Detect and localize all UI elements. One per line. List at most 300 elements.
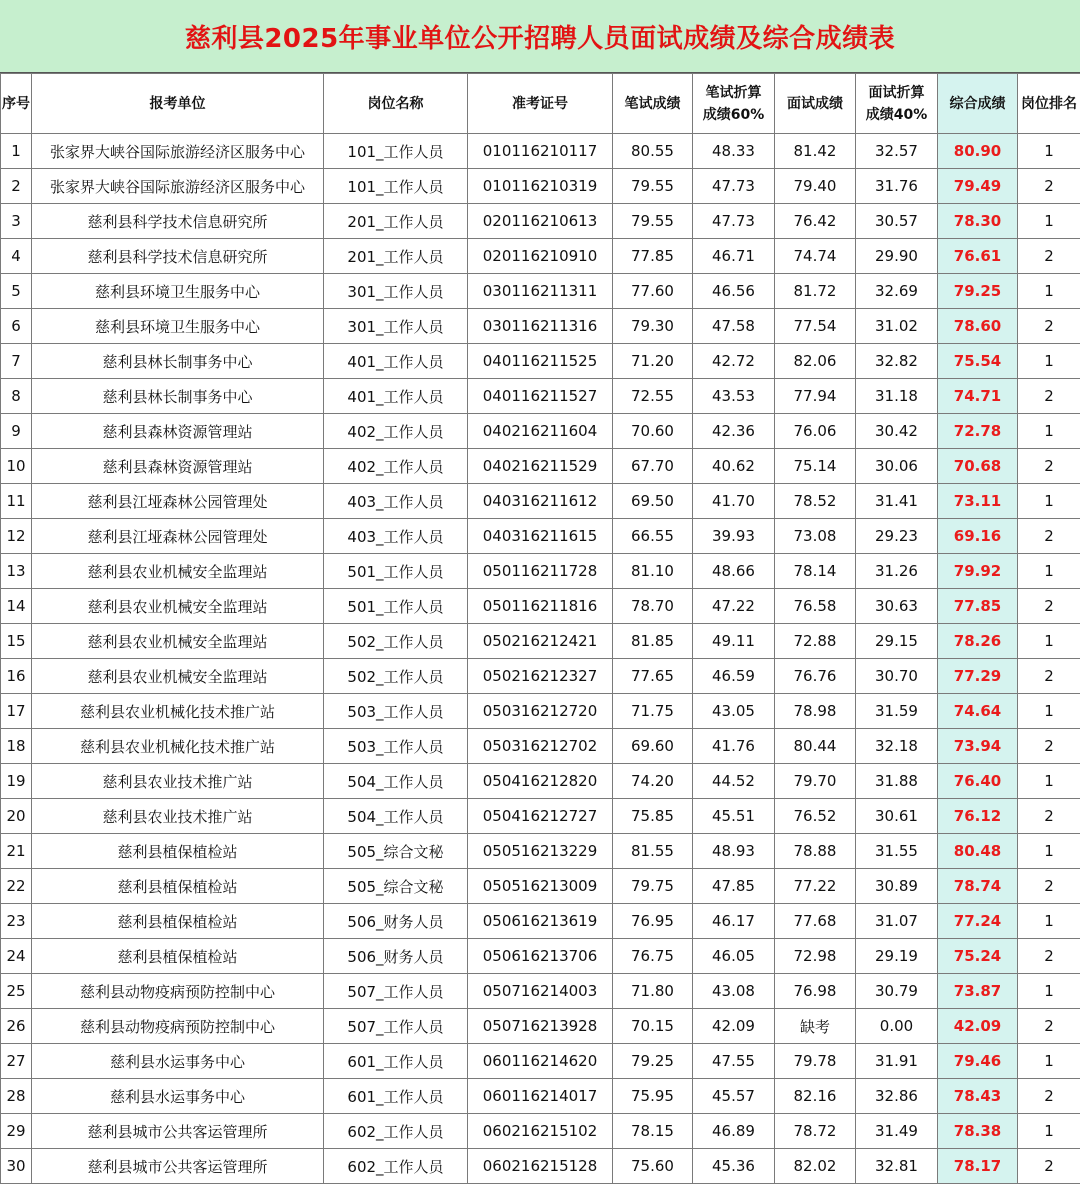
cell-interview40: 30.57 [856,204,938,239]
cell-position: 601_工作人员 [324,1044,468,1079]
cell-interview40: 29.23 [856,519,938,554]
cell-written: 81.55 [613,834,693,869]
cell-position: 501_工作人员 [324,589,468,624]
header-interview40-line1: 面试折算 [869,85,925,101]
cell-position: 601_工作人员 [324,1079,468,1114]
cell-interview40: 31.88 [856,764,938,799]
cell-total: 78.60 [938,309,1018,344]
cell-position: 502_工作人员 [324,659,468,694]
cell-interview: 74.74 [775,239,856,274]
cell-total: 77.24 [938,904,1018,939]
cell-interview40: 29.90 [856,239,938,274]
cell-written60: 40.62 [693,449,775,484]
title-bar [0,0,1080,73]
cell-position: 506_财务人员 [324,904,468,939]
cell-position: 504_工作人员 [324,764,468,799]
table-row [1,1149,1080,1184]
cell-interview40: 31.59 [856,694,938,729]
table-row [1,694,1080,729]
cell-position: 506_财务人员 [324,939,468,974]
cell-written60: 41.76 [693,729,775,764]
cell-total: 79.92 [938,554,1018,589]
cell-written60: 48.33 [693,134,775,169]
cell-rank: 1 [1018,694,1080,729]
cell-unit: 慈利县农业技术推广站 [32,764,324,799]
cell-interview40: 30.79 [856,974,938,1009]
cell-interview40: 31.49 [856,1114,938,1149]
cell-unit: 慈利县植保植检站 [32,869,324,904]
cell-seq: 19 [1,764,32,799]
cell-written60: 45.51 [693,799,775,834]
cell-written: 66.55 [613,519,693,554]
cell-interview: 76.52 [775,799,856,834]
cell-exam-no: 050216212327 [468,659,613,694]
cell-exam-no: 050116211728 [468,554,613,589]
cell-position: 401_工作人员 [324,344,468,379]
cell-interview40: 29.15 [856,624,938,659]
cell-total: 78.74 [938,869,1018,904]
cell-exam-no: 050416212727 [468,799,613,834]
cell-rank: 1 [1018,834,1080,869]
cell-interview: 82.06 [775,344,856,379]
cell-unit: 张家界大峡谷国际旅游经济区服务中心 [32,169,324,204]
cell-unit: 慈利县植保植检站 [32,939,324,974]
cell-total: 79.49 [938,169,1018,204]
cell-exam-no: 030116211316 [468,309,613,344]
cell-interview: 81.42 [775,134,856,169]
cell-seq: 15 [1,624,32,659]
cell-position: 503_工作人员 [324,694,468,729]
cell-total: 78.43 [938,1079,1018,1114]
cell-written60: 48.93 [693,834,775,869]
cell-position: 504_工作人员 [324,799,468,834]
header-written60 [693,74,775,134]
cell-interview: 缺考 [775,1009,856,1044]
cell-total: 74.71 [938,379,1018,414]
cell-position: 301_工作人员 [324,274,468,309]
cell-total: 75.24 [938,939,1018,974]
cell-interview: 81.72 [775,274,856,309]
cell-written: 80.55 [613,134,693,169]
cell-seq: 30 [1,1149,32,1184]
cell-total: 76.61 [938,239,1018,274]
table-row [1,974,1080,1009]
header-rank: 岗位排名 [1018,74,1080,134]
cell-unit: 慈利县城市公共客运管理所 [32,1114,324,1149]
cell-exam-no: 040116211525 [468,344,613,379]
cell-seq: 24 [1,939,32,974]
cell-total: 76.12 [938,799,1018,834]
cell-rank: 2 [1018,1079,1080,1114]
cell-position: 507_工作人员 [324,974,468,1009]
cell-unit: 慈利县农业技术推广站 [32,799,324,834]
cell-unit: 慈利县环境卫生服务中心 [32,309,324,344]
table-row [1,309,1080,344]
cell-rank: 1 [1018,554,1080,589]
table-row [1,904,1080,939]
table-row [1,169,1080,204]
cell-rank: 2 [1018,449,1080,484]
table-row [1,414,1080,449]
cell-written: 70.15 [613,1009,693,1044]
cell-interview40: 30.06 [856,449,938,484]
cell-written: 79.75 [613,869,693,904]
cell-written: 71.20 [613,344,693,379]
cell-interview40: 29.19 [856,939,938,974]
cell-position: 402_工作人员 [324,449,468,484]
cell-exam-no: 050316212720 [468,694,613,729]
cell-exam-no: 010116210117 [468,134,613,169]
cell-exam-no: 050516213009 [468,869,613,904]
cell-interview40: 31.26 [856,554,938,589]
table-row [1,869,1080,904]
cell-position: 505_综合文秘 [324,869,468,904]
header-interview40-line2: 成绩40% [866,107,928,123]
table-row [1,624,1080,659]
cell-written60: 47.55 [693,1044,775,1079]
cell-exam-no: 030116211311 [468,274,613,309]
cell-unit: 慈利县农业机械安全监理站 [32,659,324,694]
cell-total: 73.94 [938,729,1018,764]
cell-seq: 16 [1,659,32,694]
cell-interview40: 30.63 [856,589,938,624]
cell-rank: 2 [1018,869,1080,904]
cell-seq: 18 [1,729,32,764]
cell-written60: 47.85 [693,869,775,904]
table-row [1,484,1080,519]
cell-seq: 11 [1,484,32,519]
cell-interview: 82.02 [775,1149,856,1184]
cell-exam-no: 040316211612 [468,484,613,519]
cell-exam-no: 060216215102 [468,1114,613,1149]
cell-written: 77.85 [613,239,693,274]
table-row [1,764,1080,799]
cell-total: 72.78 [938,414,1018,449]
cell-seq: 20 [1,799,32,834]
cell-interview40: 32.57 [856,134,938,169]
cell-unit: 慈利县林长制事务中心 [32,379,324,414]
cell-interview40: 0.00 [856,1009,938,1044]
cell-rank: 1 [1018,904,1080,939]
cell-unit: 慈利县植保植检站 [32,834,324,869]
cell-rank: 2 [1018,659,1080,694]
cell-exam-no: 050616213706 [468,939,613,974]
cell-written60: 47.58 [693,309,775,344]
cell-interview: 76.76 [775,659,856,694]
cell-written: 72.55 [613,379,693,414]
table-row [1,834,1080,869]
cell-seq: 25 [1,974,32,1009]
cell-written60: 45.36 [693,1149,775,1184]
cell-unit: 慈利县江垭森林公园管理处 [32,519,324,554]
cell-written: 71.80 [613,974,693,1009]
table-row [1,204,1080,239]
cell-written: 69.50 [613,484,693,519]
header-row [1,74,1080,134]
cell-total: 73.11 [938,484,1018,519]
cell-interview40: 32.86 [856,1079,938,1114]
cell-seq: 9 [1,414,32,449]
cell-exam-no: 050716214003 [468,974,613,1009]
cell-unit: 慈利县森林资源管理站 [32,414,324,449]
cell-interview: 76.98 [775,974,856,1009]
cell-interview: 80.44 [775,729,856,764]
cell-interview: 72.98 [775,939,856,974]
cell-unit: 慈利县农业机械安全监理站 [32,624,324,659]
cell-seq: 21 [1,834,32,869]
cell-total: 75.54 [938,344,1018,379]
cell-interview40: 31.76 [856,169,938,204]
cell-rank: 1 [1018,974,1080,1009]
cell-interview40: 32.18 [856,729,938,764]
cell-exam-no: 040116211527 [468,379,613,414]
table-row [1,659,1080,694]
cell-interview: 78.88 [775,834,856,869]
cell-unit: 慈利县动物疫病预防控制中心 [32,974,324,1009]
cell-rank: 1 [1018,204,1080,239]
cell-unit: 张家界大峡谷国际旅游经济区服务中心 [32,134,324,169]
cell-position: 403_工作人员 [324,484,468,519]
cell-written60: 46.71 [693,239,775,274]
cell-unit: 慈利县动物疫病预防控制中心 [32,1009,324,1044]
cell-exam-no: 050716213928 [468,1009,613,1044]
cell-total: 70.68 [938,449,1018,484]
cell-written60: 43.05 [693,694,775,729]
cell-rank: 1 [1018,1114,1080,1149]
cell-total: 80.90 [938,134,1018,169]
cell-exam-no: 050516213229 [468,834,613,869]
score-table [0,73,1080,1184]
cell-exam-no: 040316211615 [468,519,613,554]
cell-total: 42.09 [938,1009,1018,1044]
cell-position: 101_工作人员 [324,169,468,204]
cell-unit: 慈利县环境卫生服务中心 [32,274,324,309]
cell-exam-no: 060116214620 [468,1044,613,1079]
cell-interview: 72.88 [775,624,856,659]
cell-seq: 1 [1,134,32,169]
cell-written60: 42.72 [693,344,775,379]
cell-rank: 2 [1018,309,1080,344]
cell-written: 81.85 [613,624,693,659]
cell-position: 602_工作人员 [324,1114,468,1149]
cell-interview: 78.52 [775,484,856,519]
cell-written: 75.95 [613,1079,693,1114]
cell-total: 69.16 [938,519,1018,554]
cell-written: 76.75 [613,939,693,974]
cell-unit: 慈利县城市公共客运管理所 [32,1149,324,1184]
cell-seq: 14 [1,589,32,624]
cell-rank: 2 [1018,169,1080,204]
cell-interview: 77.54 [775,309,856,344]
cell-interview: 78.72 [775,1114,856,1149]
cell-interview40: 31.41 [856,484,938,519]
cell-written60: 39.93 [693,519,775,554]
cell-rank: 2 [1018,589,1080,624]
cell-written: 77.60 [613,274,693,309]
cell-seq: 6 [1,309,32,344]
cell-written60: 46.89 [693,1114,775,1149]
cell-written60: 46.17 [693,904,775,939]
header-written60-line1: 笔试折算 [706,85,762,101]
cell-position: 201_工作人员 [324,204,468,239]
cell-exam-no: 050116211816 [468,589,613,624]
cell-rank: 2 [1018,939,1080,974]
cell-rank: 1 [1018,134,1080,169]
cell-rank: 1 [1018,1044,1080,1079]
cell-total: 77.29 [938,659,1018,694]
cell-position: 201_工作人员 [324,239,468,274]
cell-seq: 3 [1,204,32,239]
cell-written60: 45.57 [693,1079,775,1114]
cell-seq: 22 [1,869,32,904]
table-row [1,344,1080,379]
cell-total: 74.64 [938,694,1018,729]
cell-rank: 1 [1018,484,1080,519]
table-row [1,589,1080,624]
cell-written: 71.75 [613,694,693,729]
cell-written: 67.70 [613,449,693,484]
cell-written: 75.60 [613,1149,693,1184]
cell-written60: 47.73 [693,204,775,239]
cell-total: 78.38 [938,1114,1018,1149]
cell-written60: 42.09 [693,1009,775,1044]
cell-seq: 23 [1,904,32,939]
cell-rank: 1 [1018,344,1080,379]
table-body [1,134,1080,1184]
cell-exam-no: 020116210910 [468,239,613,274]
cell-written60: 47.73 [693,169,775,204]
cell-exam-no: 060116214017 [468,1079,613,1114]
cell-seq: 26 [1,1009,32,1044]
cell-unit: 慈利县水运事务中心 [32,1044,324,1079]
cell-unit: 慈利县林长制事务中心 [32,344,324,379]
cell-position: 502_工作人员 [324,624,468,659]
header-interview40 [856,74,938,134]
cell-written: 79.55 [613,169,693,204]
header-written60-line2: 成绩60% [703,107,765,123]
cell-unit: 慈利县水运事务中心 [32,1079,324,1114]
cell-rank: 1 [1018,764,1080,799]
cell-position: 505_综合文秘 [324,834,468,869]
cell-interview40: 31.91 [856,1044,938,1079]
table-row [1,729,1080,764]
cell-seq: 8 [1,379,32,414]
cell-rank: 2 [1018,729,1080,764]
cell-seq: 10 [1,449,32,484]
table-row [1,1114,1080,1149]
cell-rank: 2 [1018,799,1080,834]
header-seq: 序号 [1,74,32,134]
cell-written: 78.70 [613,589,693,624]
cell-total: 79.46 [938,1044,1018,1079]
cell-exam-no: 060216215128 [468,1149,613,1184]
cell-seq: 4 [1,239,32,274]
cell-written: 74.20 [613,764,693,799]
cell-total: 78.17 [938,1149,1018,1184]
cell-written60: 42.36 [693,414,775,449]
cell-exam-no: 050616213619 [468,904,613,939]
cell-written: 81.10 [613,554,693,589]
cell-total: 73.87 [938,974,1018,1009]
cell-interview40: 32.82 [856,344,938,379]
cell-written: 79.55 [613,204,693,239]
cell-position: 403_工作人员 [324,519,468,554]
cell-exam-no: 020116210613 [468,204,613,239]
table-row [1,134,1080,169]
cell-unit: 慈利县科学技术信息研究所 [32,239,324,274]
cell-total: 79.25 [938,274,1018,309]
table-row [1,799,1080,834]
cell-written60: 47.22 [693,589,775,624]
table-row [1,239,1080,274]
cell-interview: 79.70 [775,764,856,799]
cell-unit: 慈利县江垭森林公园管理处 [32,484,324,519]
cell-interview40: 30.70 [856,659,938,694]
cell-total: 80.48 [938,834,1018,869]
cell-total: 78.30 [938,204,1018,239]
cell-total: 76.40 [938,764,1018,799]
table-row [1,519,1080,554]
table-row [1,1009,1080,1044]
cell-written: 79.25 [613,1044,693,1079]
header-position: 岗位名称 [324,74,468,134]
cell-written60: 43.53 [693,379,775,414]
table-row [1,1044,1080,1079]
cell-seq: 17 [1,694,32,729]
cell-written: 70.60 [613,414,693,449]
cell-written: 79.30 [613,309,693,344]
cell-seq: 12 [1,519,32,554]
cell-rank: 1 [1018,274,1080,309]
cell-written60: 46.56 [693,274,775,309]
table-row [1,379,1080,414]
header-interview: 面试成绩 [775,74,856,134]
cell-position: 401_工作人员 [324,379,468,414]
cell-seq: 27 [1,1044,32,1079]
table-row [1,939,1080,974]
cell-total: 78.26 [938,624,1018,659]
cell-total: 77.85 [938,589,1018,624]
cell-unit: 慈利县农业机械化技术推广站 [32,729,324,764]
cell-unit: 慈利县植保植检站 [32,904,324,939]
cell-interview: 76.58 [775,589,856,624]
cell-rank: 1 [1018,414,1080,449]
cell-exam-no: 050316212702 [468,729,613,764]
cell-written60: 41.70 [693,484,775,519]
cell-interview: 75.14 [775,449,856,484]
cell-written60: 48.66 [693,554,775,589]
cell-written60: 46.59 [693,659,775,694]
cell-position: 301_工作人员 [324,309,468,344]
cell-unit: 慈利县农业机械安全监理站 [32,554,324,589]
cell-seq: 28 [1,1079,32,1114]
cell-written: 76.95 [613,904,693,939]
page-title: 慈利县2025年事业单位公开招聘人员面试成绩及综合成绩表 [185,18,895,55]
cell-interview: 78.14 [775,554,856,589]
cell-interview: 78.98 [775,694,856,729]
cell-exam-no: 040216211604 [468,414,613,449]
cell-unit: 慈利县森林资源管理站 [32,449,324,484]
cell-position: 501_工作人员 [324,554,468,589]
cell-written: 78.15 [613,1114,693,1149]
cell-interview40: 30.61 [856,799,938,834]
cell-unit: 慈利县科学技术信息研究所 [32,204,324,239]
table-row [1,554,1080,589]
header-total: 综合成绩 [938,74,1018,134]
cell-written60: 46.05 [693,939,775,974]
cell-position: 503_工作人员 [324,729,468,764]
cell-exam-no: 050216212421 [468,624,613,659]
